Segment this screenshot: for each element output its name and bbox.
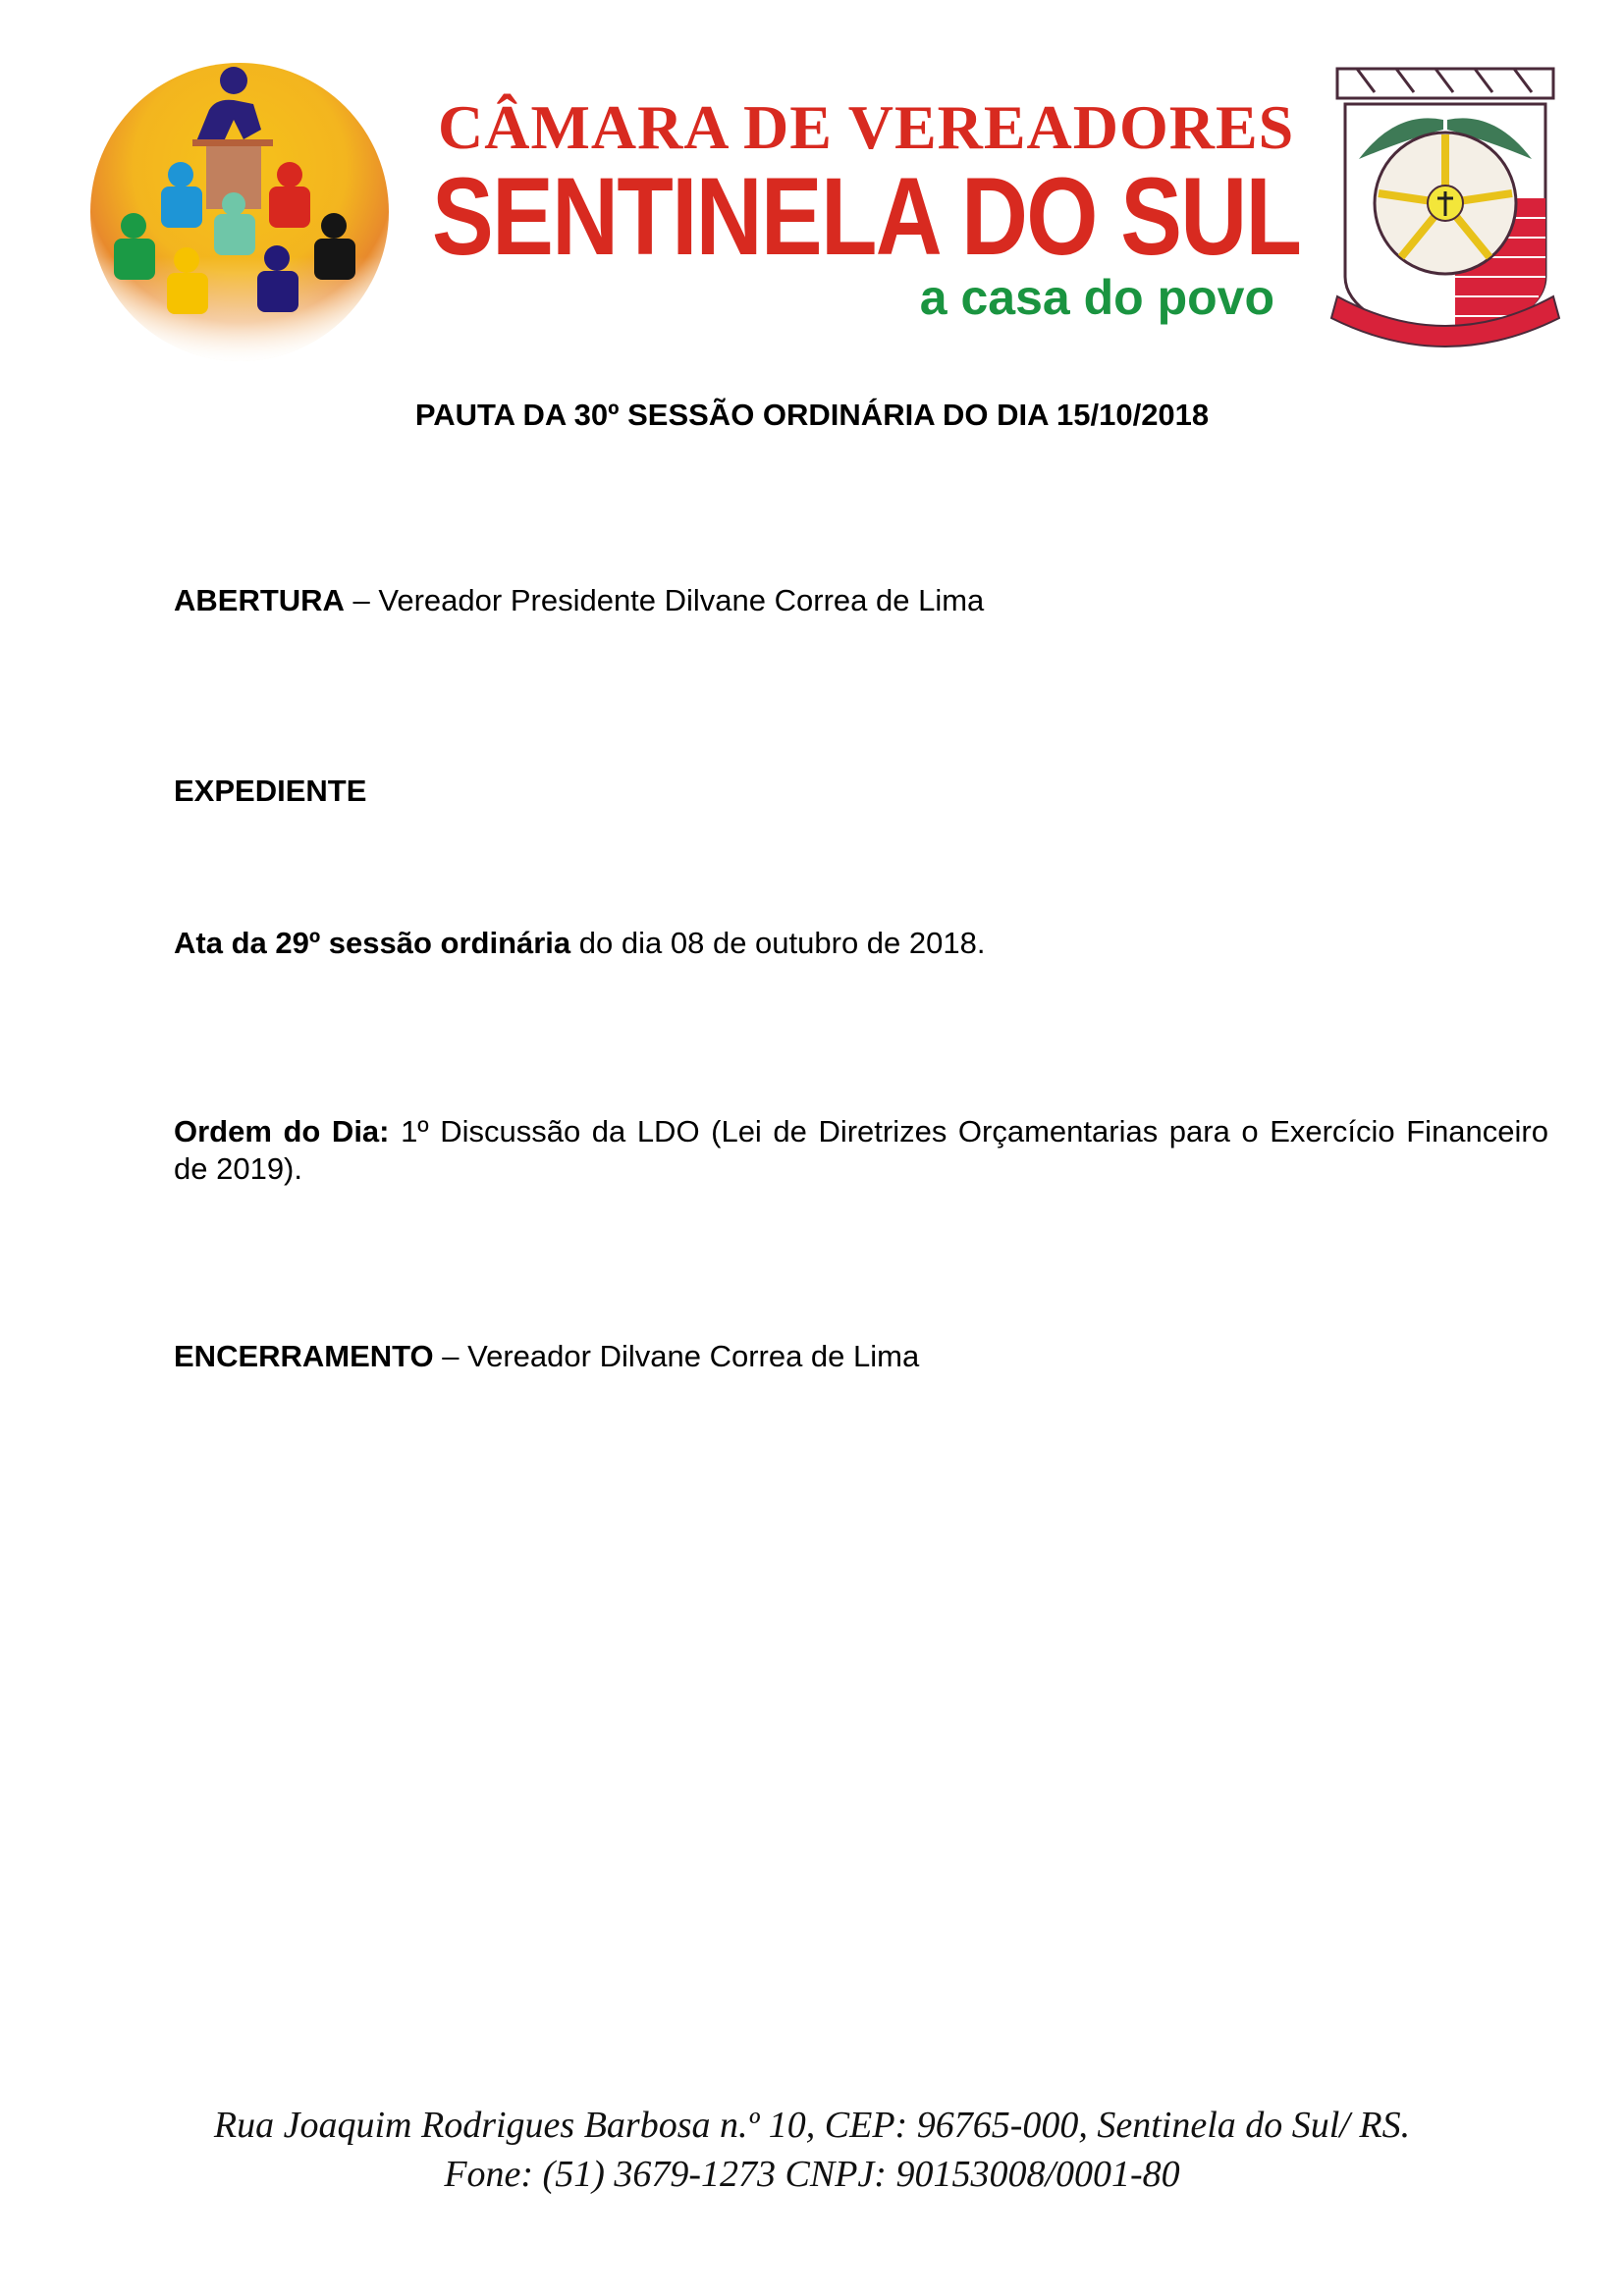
section-ordem-do-dia (174, 1113, 1548, 1188)
document-title: PAUTA DA 30º SESSÃO ORDINÁRIA DO DIA 15/10/2018 (414, 398, 1210, 432)
institution-name: CÂMARA DE VEREADORES (438, 92, 1295, 162)
footer-contact: Fone: (51) 3679-1273 CNPJ: 90153008/0001-80 (444, 2154, 1180, 2195)
section-label: Ordem do Dia: (174, 1114, 390, 1148)
section-encerramento (174, 1338, 1548, 1375)
letterhead-footer (0, 2101, 1624, 2199)
municipal-crest-icon (1327, 61, 1563, 355)
section-abertura (174, 582, 1548, 619)
municipality-name: SENTINELA DO SUL (432, 155, 1301, 278)
footer-address: Rua Joaquim Rodrigues Barbosa n.º 10, CEP: 96765-000, Sentinela do Sul/ RS. (213, 2105, 1411, 2146)
section-expediente (174, 773, 1548, 810)
section-text: do dia 08 de outubro de 2018. (570, 926, 986, 960)
section-label: Ata da 29º sessão ordinária (174, 926, 571, 960)
section-label: EXPEDIENTE (174, 774, 367, 808)
letterhead-title (432, 92, 1301, 325)
section-text: 1º Discussão da LDO (Lei de Diretrizes Orçamentarias para o Exercício Financeiro de 2019). (174, 1114, 1548, 1186)
section-label: ENCERRAMENTO (174, 1339, 434, 1373)
section-text: – Vereador Dilvane Correa de Lima (433, 1339, 920, 1373)
letterhead (0, 0, 1624, 373)
section-label: ABERTURA (174, 583, 345, 617)
section-text: – Vereador Presidente Dilvane Correa de Lima (344, 583, 985, 617)
section-ata (174, 925, 1548, 962)
slogan: a casa do povo (919, 270, 1274, 325)
council-logo-icon (86, 59, 393, 365)
